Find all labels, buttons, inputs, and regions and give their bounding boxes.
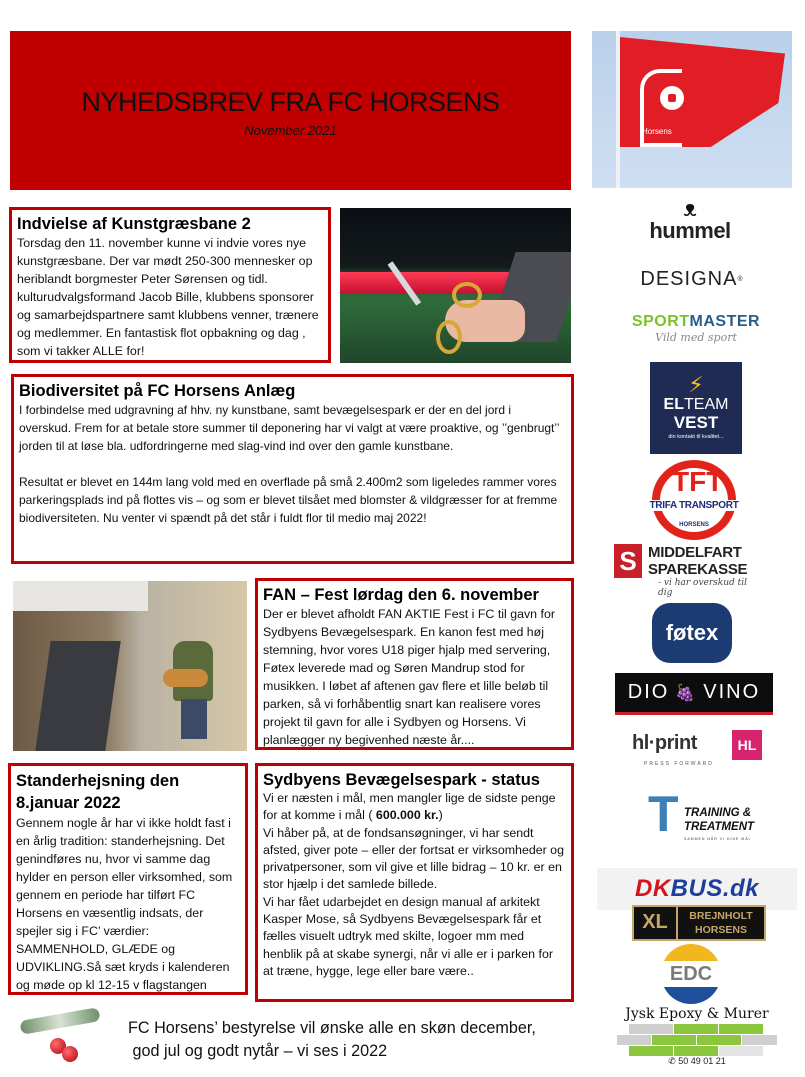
article-title: Indvielse af Kunstgræsbane 2 (17, 215, 251, 233)
footer-greeting (128, 1017, 598, 1063)
sponsor-name-part: MASTER (689, 313, 761, 330)
article-title: FAN – Fest lørdag den 6. november (263, 586, 539, 604)
ceiling (13, 581, 148, 611)
xl-mark: XL (634, 907, 676, 939)
lightning-icon: ⚡ (688, 372, 704, 397)
sponsor-name-part: HORSENS (695, 924, 747, 936)
sponsor-name-part: DIO (627, 681, 670, 703)
sponsor-name-line2: VEST (673, 413, 719, 432)
sparekasse-s-icon: S (614, 544, 642, 578)
body-text: ) (438, 808, 443, 823)
article-body: Resultat er blevet en 144m lang vold med en overflade på små 2.400m2 som ligeledes rammer vores parkeringsplads ind på flottes vis – og som er blevet tilsået med blomster & vildgræsser for at fremme biodiversiteten. Nu venter vi spændt på det står i fuldt flor til medio maj 2022! (19, 475, 558, 525)
sponsor-name: Jysk Epoxy & Murer (625, 1006, 769, 1022)
guitarist-legs (181, 699, 207, 739)
scissors-handle (452, 282, 482, 308)
hl-mark-icon: HL (732, 730, 762, 760)
sponsor-logo-hl-print (630, 728, 764, 772)
christmas-ornament-icon (16, 1008, 104, 1070)
article-body: I forbindelse med udgravning af hhv. ny kunstbane, samt bevægelsespark er der en del jord i overskud. Frem for at betale store summer til deponering har vi valgt at være proaktive, og ’’genbrugt’’ jorden til at løse bla. udfordringerne med slag-vind ind over den gamle kunstbane. (19, 403, 560, 453)
sponsor-logo-hummel (640, 192, 740, 248)
sponsor-logo-designa (632, 266, 752, 292)
sponsor-logo-training-treatment (646, 785, 756, 845)
sponsor-name: hl·print (632, 732, 697, 754)
guitar (163, 669, 208, 687)
body-text: Vi er næsten i mål, men mangler lige de sidste penge for at komme i mål ( (263, 791, 556, 823)
funding-amount: 600.000 kr. (375, 808, 439, 823)
article-kunstgraesbane (9, 207, 331, 363)
sponsor-tagline: PRESS FORWARD (644, 761, 714, 767)
flagpole (616, 31, 620, 188)
football-icon (660, 86, 684, 110)
sponsor-logo-sportmaster (626, 310, 766, 348)
article-body: Torsdag den 11. november kunne vi indvie vores nye kunstgræsbane. Der var mødt 250-300 mennesker op heriblandt borgmester Peter Sørensen og tidl. kulturudvalgsformand Jacob Bille, klubbens sponsorer og samarbejdspartnere samt klubbens venner, trænere og medlemmer. En fantastisk flot opbakning og dag , som vi takker ALLE for! (17, 236, 319, 358)
article-body (263, 790, 565, 825)
sponsor-name: TRAINING & (684, 807, 752, 819)
sponsor-name-part: VINO (703, 681, 761, 703)
article-title: Biodiversitet på FC Horsens Anlæg (19, 382, 296, 400)
sponsor-logo-fotex (652, 603, 732, 663)
article-title: Standerhejsning den 8.januar 2022 (16, 772, 180, 812)
sponsor-name (678, 907, 764, 939)
sponsor-logo-jysk-epoxy-murer (617, 1006, 777, 1070)
article-fan-fest (255, 578, 574, 750)
sponsor-logo-elteam-vest (650, 362, 742, 454)
red-ribbon (340, 272, 530, 294)
sponsor-tagline: SAMMEN NÅR VI DINE MÅL (684, 837, 752, 841)
fan-party-photo (13, 581, 247, 751)
sponsor-name-part: BREJNHOLT (689, 910, 753, 922)
grapes-icon: 🍇 (675, 684, 698, 702)
article-bevaegelsespark-status (255, 763, 574, 1002)
sponsor-name (632, 313, 760, 331)
bee-icon: ᴥ (683, 196, 697, 221)
sponsor-name: EDC (669, 962, 713, 985)
sponsor-logo-trifa-transport (649, 460, 739, 540)
sponsor-name-part: SPORT (631, 313, 690, 330)
ribbon-cutting-photo (340, 208, 571, 363)
scissors-handle (436, 320, 462, 354)
sponsor-name: føtex (665, 620, 719, 645)
person-figure-icon: T (648, 786, 679, 842)
sponsor-logo-dio-vino (615, 673, 773, 715)
footer-line: god jul og godt nytår – vi ses i 2022 (128, 1042, 388, 1060)
sponsor-tagline: din kontakt til kvalitet... (668, 434, 724, 440)
registered-mark: ® (737, 275, 744, 283)
fc-horsens-flag-photo (592, 31, 792, 188)
sponsor-mark: TFT (672, 466, 724, 497)
sponsor-name-part: EL (663, 396, 684, 413)
sponsor-logo-dkbus (597, 868, 797, 910)
article-body: Der er blevet afholdt FAN AKTIE Fest i FC til gavn for Sydbyens Bevægelsespark. En kanon fest med høj stemning, hvor vores U18 piger hjalp med servering, Føtex leverede mad og Søren Mandrup stod for musikken. I løbet af aftenen gav flere et lille beløb til parken, så vi forhåbentlig snart kan realisere vores projekt til gavn for alle i Sydbyen og Horsens. Vi planlægger ny begivenhed næste år.... (263, 607, 555, 747)
brick-wall-icon (617, 1024, 777, 1058)
sponsor-name-part: DK (634, 875, 671, 902)
dinner-table (35, 641, 120, 751)
article-title: Sydbyens Bevægelsespark - status (263, 771, 540, 789)
sponsor-city: HORSENS (679, 522, 709, 528)
sponsor-logo-middelfart-sparekasse (612, 540, 764, 598)
sponsor-tagline: - vi har overskud til dig (658, 578, 748, 598)
sponsor-name (664, 396, 729, 414)
flag-text: Horsens (642, 127, 672, 136)
newsletter-header-banner (10, 31, 571, 190)
sponsor-logo-xl-byg-brejnholt (632, 905, 766, 941)
article-body: Vi har fået udarbejdet en design manual af arkitekt Kasper Mose, så Sydbyens Bevægelsespark får et fælles visuelt udtryk med skilte, logoer mm med henblik på at skabe synergi, når vi alle er i parken for at træne, hygge, lege eller bare være.. (263, 894, 553, 978)
article-standerhejsning (8, 763, 248, 995)
footer-line: FC Horsens’ bestyrelse vil ønske alle en skøn december, (128, 1019, 536, 1037)
article-body: Gennem nogle år har vi ikke holdt fast i en årlig tradition: standerhejsning. Det genindføres nu, hvor vi samme dag hylder en person eller virksomhed, som gennem en periode har tilført FC Horsens en væsentlig indsats, der spejler sig i FC’ værdier: SAMMENHOLD, GLÆDE og UDVIKLING.Så sæt kryds i kalenderen og møde op kl 12-15 v flagstangen (16, 816, 233, 992)
bauble-icon (62, 1046, 78, 1062)
sponsor-name: hummel (649, 218, 731, 243)
pine-branch (19, 1007, 100, 1035)
sponsor-name: MIDDELFART (648, 544, 742, 561)
newsletter-date: November 2021 (244, 123, 337, 138)
sponsor-name-part: TEAM (684, 396, 729, 413)
sponsor-name: DESIGNA (640, 267, 738, 290)
sponsor-name-line2: TREATMENT (684, 821, 755, 833)
sponsor-name: TRIFA TRANSPORT (646, 500, 742, 511)
article-body: Vi håber på, at de fondsansøgninger, vi har sendt afsted, giver pote – eller der fortsat er virksomheder og privatpersoner, som vil give et lille bidrag – 10 kr. er en stor hjælp i det samlede billede. (263, 825, 564, 892)
sponsor-tagline: Vild med sport (655, 331, 737, 344)
article-biodiversitet (11, 374, 574, 564)
sponsor-name-line2: SPAREKASSE (648, 561, 748, 578)
sponsor-phone: ✆ 50 49 01 21 (668, 1056, 726, 1066)
sponsor-logo-edc (661, 944, 721, 1004)
sponsor-name-part: BUS.dk (670, 875, 760, 902)
newsletter-title: NYHEDSBREV FRA FC HORSENS (81, 87, 500, 117)
